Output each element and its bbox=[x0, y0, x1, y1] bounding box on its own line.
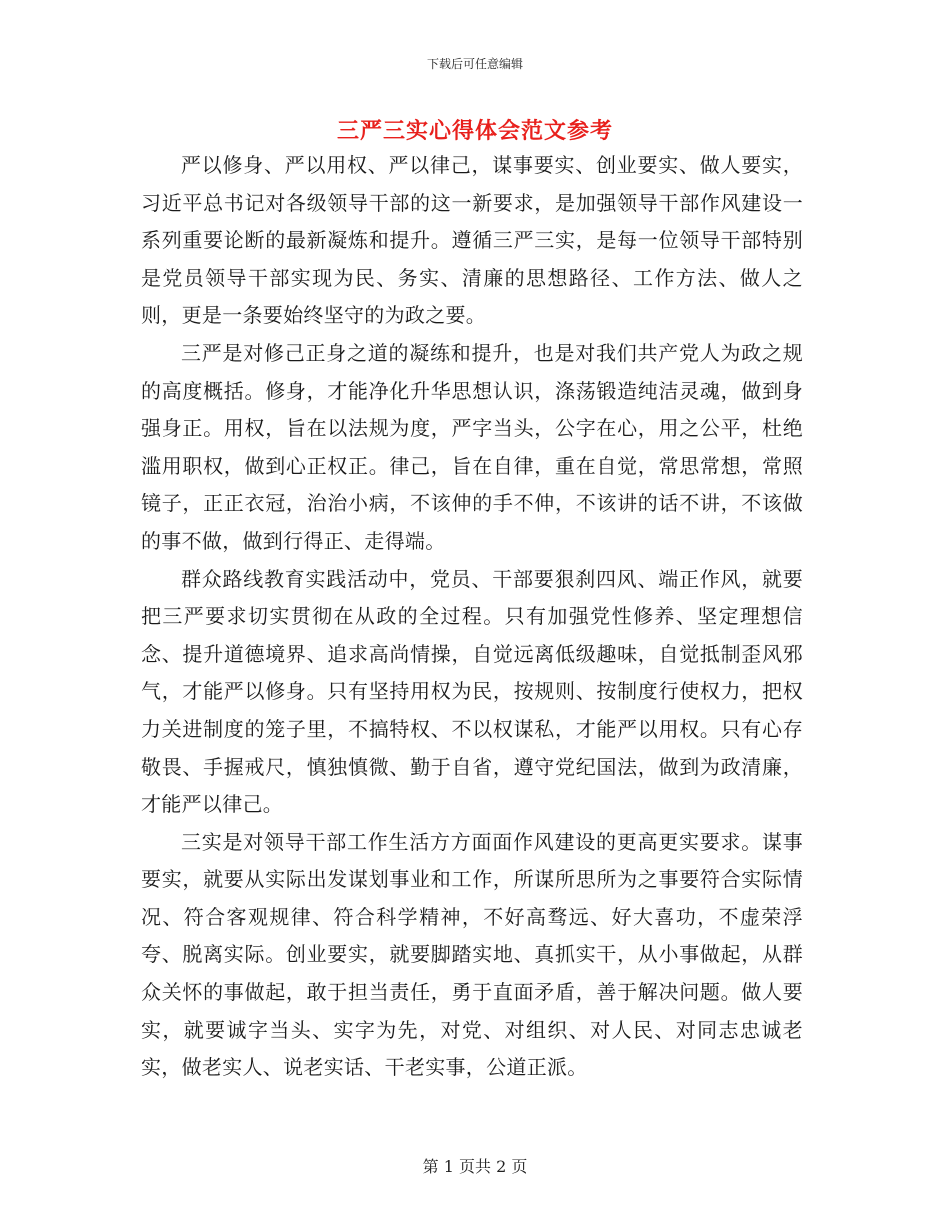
document-title: 三严三实心得体会范文参考 bbox=[336, 119, 613, 144]
paragraph-3: 群众路线教育实践活动中，党员、干部要狠刹四风、端正作风，就要把三严要求切实贯彻在从政的全过程。只有加强党性修养、坚定理想信念、提升道德境界、追求高尚情操，自觉远离低级趣味，自觉抵制歪风邪气，才能严以修身。只有坚持用权为民，按规则、按制度行使权力，把权力关进制度的笼子里，不搞特权、不以权谋私，才能严以用权。只有心存敬畏、手握戒尺，慎独慎微、勤于自省，遵守党纪国法，做到为政清廉，才能严以律己。 bbox=[141, 566, 803, 817]
paragraph-2: 三严是对修己正身之道的凝练和提升，也是对我们共产党人为政之规的高度概括。修身，才能净化升华思想认识，涤荡锻造纯洁灵魂，做到身强身正。用权，旨在以法规为度，严字当头，公字在心，用之公平，杜绝滥用职权，做到心正权正。律己，旨在自律，重在自觉，常思常想，常照镜子，正正衣冠，治治小病，不该伸的手不伸，不该讲的话不讲，不该做的事不做，做到行得正、走得端。 bbox=[141, 340, 803, 553]
header-note: 下载后可任意编辑 bbox=[426, 57, 523, 71]
paragraph-4: 三实是对领导干部工作生活方方面面作风建设的更高更实要求。谋事要实，就要从实际出发谋划事业和工作，所谋所思所为之事要符合实际情况、符合客观规律、符合科学精神，不好高骛远、好大喜功，不虚荣浮夸、脱离实际。创业要实，就要脚踏实地、真抓实干，从小事做起，从群众关怀的事做起，敢于担当责任，勇于直面矛盾，善于解决问题。做人要实，就要诚字当头、实字为先，对党、对组织、对人民、对同志忠诚老实，做老实人、说老实话、干老实事，公道正派。 bbox=[141, 829, 803, 1080]
document-body bbox=[141, 147, 803, 1087]
page-number-footer: 第 1 页共 2 页 bbox=[422, 1157, 528, 1176]
paragraph-1: 严以修身、严以用权、严以律己，谋事要实、创业要实、做人要实，习近平总书记对各级领导干部的这一新要求，是加强领导干部作风建设一系列重要论断的最新凝炼和提升。遵循三严三实，是每一位领导干部特别是党员领导干部实现为民、务实、清廉的思想路径、工作方法、做人之则，更是一条要始终坚守的为政之要。 bbox=[141, 153, 803, 328]
